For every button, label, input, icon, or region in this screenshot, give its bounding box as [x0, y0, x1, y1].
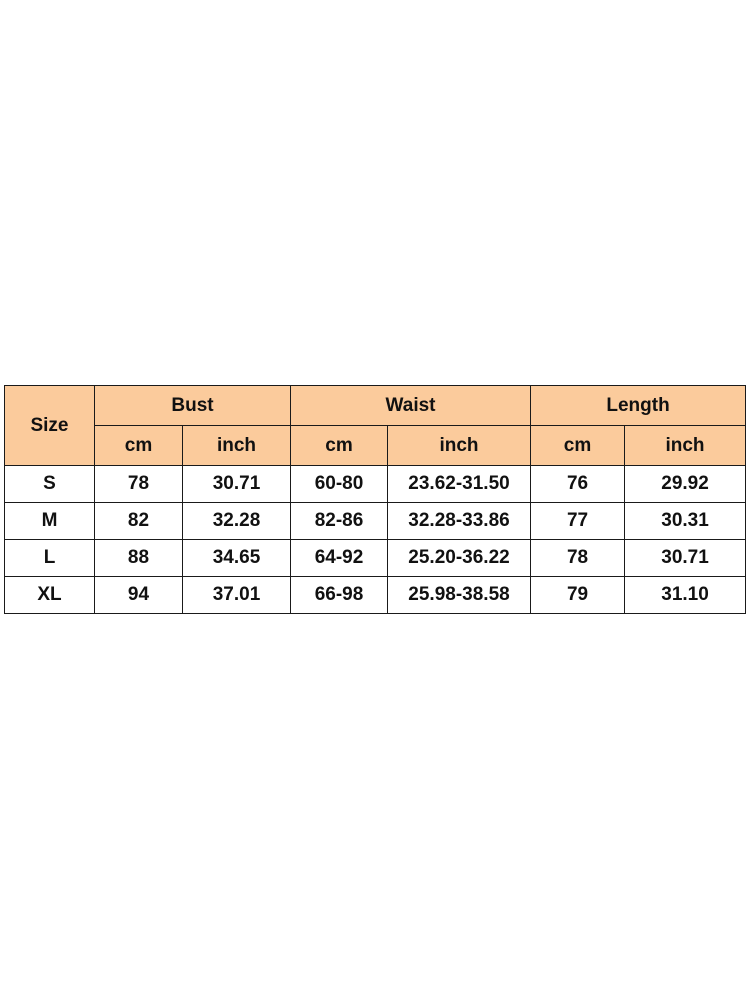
bust-cm-cell: 78: [95, 466, 183, 503]
table-row: [5, 540, 746, 577]
bust-cm-cell: 82: [95, 503, 183, 540]
waist-header: Waist: [291, 386, 531, 426]
length-header: Length: [531, 386, 746, 426]
size-chart-table: [4, 385, 746, 614]
length-inch-cell: 30.31: [625, 503, 746, 540]
bust-cm-cell: 94: [95, 577, 183, 614]
waist-inch-cell: 25.98-38.58: [388, 577, 531, 614]
bust-inch-cell: 30.71: [183, 466, 291, 503]
bust-header: Bust: [95, 386, 291, 426]
bust-inch-cell: 32.28: [183, 503, 291, 540]
size-cell: XL: [5, 577, 95, 614]
length-cm-cell: 77: [531, 503, 625, 540]
bust-cm-cell: 88: [95, 540, 183, 577]
size-header: Size: [5, 386, 95, 466]
waist-cm-cell: 64-92: [291, 540, 388, 577]
bust-inch-cell: 34.65: [183, 540, 291, 577]
bust-inch-cell: 37.01: [183, 577, 291, 614]
waist-inch-header: inch: [388, 426, 531, 466]
size-cell: L: [5, 540, 95, 577]
length-inch-cell: 31.10: [625, 577, 746, 614]
length-inch-header: inch: [625, 426, 746, 466]
waist-cm-cell: 82-86: [291, 503, 388, 540]
waist-cm-cell: 60-80: [291, 466, 388, 503]
length-cm-header: cm: [531, 426, 625, 466]
length-inch-cell: 29.92: [625, 466, 746, 503]
table-row: [5, 577, 746, 614]
length-cm-cell: 76: [531, 466, 625, 503]
waist-cm-cell: 66-98: [291, 577, 388, 614]
table-row: [5, 466, 746, 503]
bust-cm-header: cm: [95, 426, 183, 466]
size-cell: S: [5, 466, 95, 503]
waist-inch-cell: 25.20-36.22: [388, 540, 531, 577]
waist-inch-cell: 32.28-33.86: [388, 503, 531, 540]
size-cell: M: [5, 503, 95, 540]
waist-cm-header: cm: [291, 426, 388, 466]
header-group-row: [5, 386, 746, 426]
header-unit-row: [5, 426, 746, 466]
waist-inch-cell: 23.62-31.50: [388, 466, 531, 503]
length-cm-cell: 79: [531, 577, 625, 614]
bust-inch-header: inch: [183, 426, 291, 466]
length-cm-cell: 78: [531, 540, 625, 577]
length-inch-cell: 30.71: [625, 540, 746, 577]
table-row: [5, 503, 746, 540]
